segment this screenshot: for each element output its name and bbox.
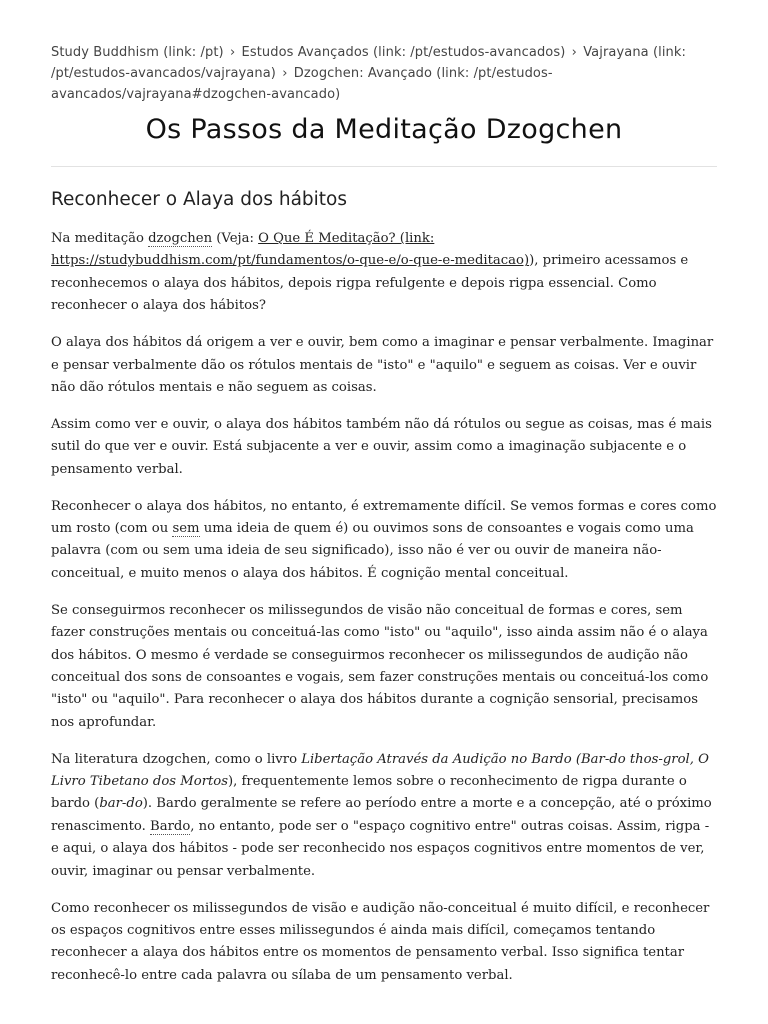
paragraph-text: uma ideia de quem é) ou ouvimos sons de consoantes e vogais como uma palavra (com ou sem uma ideia de seu significado), isso não é ver ou ouvir de maneira não-conceitual, e muito menos o alaya dos hábitos. É cognição mental conceitual.	[51, 520, 694, 581]
breadcrumb-separator: ›	[571, 45, 577, 60]
paragraph-2: O alaya dos hábitos dá origem a ver e ouvir, bem como a imaginar e pensar verbalmente. Imaginar e pensar verbalmente dão os rótulos mentais de "isto" e "aquilo" e seguem as coisas. Ver e ouvir não dão rótulos mentais e não seguem as coisas.	[51, 335, 714, 395]
paragraph-1	[51, 228, 719, 318]
paragraph-text: ). Bardo geralmente se refere ao período entre a morte e a concepção, até o próximo renascimento.	[51, 796, 712, 834]
breadcrumb-separator: ›	[282, 66, 288, 81]
paragraph-3: Assim como ver e ouvir, o alaya dos hábitos também não dá rótulos ou segue as coisas, mas é mais sutil do que ver e ouvir. Está subjacente a ver e ouvir, assim como a imaginação subjacente e o pensamento verbal.	[51, 416, 712, 477]
breadcrumb-item-estudos-avancados[interactable]: Estudos Avançados (link: /pt/estudos-avancados)	[241, 45, 566, 60]
book-title: Libertação Através da Audição no Bardo (Bar-do thos-grol, O Livro Tibetano dos Mortos	[51, 751, 709, 790]
paragraph-text: ), frequentemente lemos sobre o reconhecimento de rigpa durante o bardo (	[51, 774, 687, 812]
breadcrumb-separator: ›	[229, 45, 236, 60]
glossary-term-sem[interactable]: sem	[172, 520, 200, 536]
glossary-term-dzogchen[interactable]: dzogchen	[148, 231, 213, 246]
paragraph-5: Se conseguirmos reconhecer os milissegundos de visão não conceitual de formas e cores, sem fazer construções mentais ou conceituá-las como "isto" ou "aquilo", isso ainda assim não é o alaya dos hábitos. O mesmo é verdade se conseguirmos reconhecer os milissegundos de audição não conceitual dos sons de consoantes e vogais, sem fazer construções mentais ou conceituá-los como "isto" ou "aquilo". Para reconhecer o alaya dos hábitos durante a cognição sensorial, precisamos nos aprofundar.	[51, 602, 709, 730]
breadcrumb-item-dzogchen-avancado[interactable]: Dzogchen: Avançado (link: /pt/estudos-avancados/vajrayana#dzogchen-avancado)	[51, 66, 553, 102]
section-heading: Reconhecer o Alaya dos hábitos	[51, 189, 347, 210]
paragraph-4	[51, 496, 719, 586]
tibetan-term-bar-do: bar-do	[99, 796, 143, 812]
paragraph-text: Na meditação	[51, 231, 149, 246]
breadcrumb-item-vajrayana[interactable]: Vajrayana (link: /pt/estudos-avancados/vajrayana)	[51, 45, 687, 81]
paragraph-text: (Veja:	[212, 231, 259, 246]
breadcrumb	[51, 42, 731, 105]
article-body	[51, 228, 719, 1002]
paragraph-text: Reconhecer o alaya dos hábitos, no entanto, é extremamente difícil. Se vemos formas e cores como um rosto (com ou	[51, 498, 717, 536]
paragraph-text: ), primeiro acessamos e reconhecemos o alaya dos hábitos, depois rigpa refulgente e depois rigpa essencial. Como reconhecer o alaya dos hábitos?	[51, 253, 689, 314]
paragraph-6	[51, 749, 719, 883]
page-title: Os Passos da Meditação Dzogchen	[145, 114, 623, 145]
link-what-is-meditation[interactable]: O Que É Meditação? (link: https://studybuddhism.com/pt/fundamentos/o-que-e/o-que-e-meditacao)	[51, 231, 530, 269]
paragraph-text: , no entanto, pode ser o "espaço cognitivo entre" outras coisas. Assim, rigpa - e aqui, o alaya dos hábitos - pode ser reconhecido nos espaços cognitivos entre momentos de ver, ouvir, imaginar ou pensar verbalmente.	[51, 818, 710, 879]
paragraph-text: Na literatura dzogchen, como o livro	[51, 751, 302, 767]
glossary-term-bardo[interactable]: Bardo	[150, 818, 191, 834]
paragraph-7: Como reconhecer os milissegundos de visão e audição não-conceitual é muito difícil, e reconhecer os espaços cognitivos entre esses milissegundos é ainda mais difícil, começamos tentando reconhecer a alaya dos hábitos entre os momentos de pensamento verbal. Isso significa tentar reconhecê-lo entre cada palavra ou sílaba de um pensamento verbal.	[51, 900, 710, 983]
breadcrumb-item-study-buddhism[interactable]: Study Buddhism (link: /pt)	[51, 45, 224, 60]
title-divider	[51, 166, 717, 167]
